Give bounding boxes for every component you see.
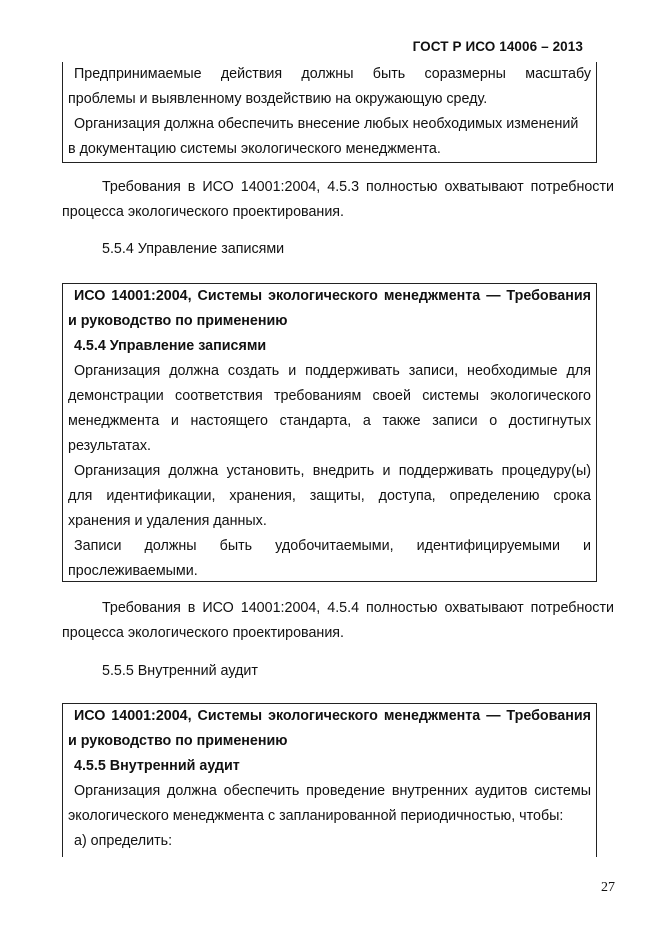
box-text-line: Организация должна обеспечить внесение любых необходимых изменений <box>74 116 579 132</box>
quote-box-4-5-5 <box>62 703 597 857</box>
section-heading-5-5-5: 5.5.5 Внутренний аудит <box>102 663 258 679</box>
clause-title: 4.5.4 Управление записями <box>74 338 267 354</box>
box-text-line: для идентификации, хранения, защиты, доступа, определению срока <box>68 488 591 504</box>
box-text-line: демонстрации соответствия требованиям своей системы экологического <box>68 388 591 404</box>
box-title: ИСО 14001:2004, Системы экологического менеджмента — Требования <box>74 288 591 304</box>
box-text-line: результатах. <box>68 438 151 454</box>
box-text-line: в документацию системы экологического менеджмента. <box>68 141 441 157</box>
box-title: и руководство по применению <box>68 313 288 329</box>
list-item: а) определить: <box>74 833 173 849</box>
page-number: 27 <box>601 880 615 895</box>
box-text-line: прослеживаемыми. <box>68 563 198 579</box>
quote-box-continued <box>62 62 597 163</box>
box-text-line: Организация должна установить, внедрить и поддерживать процедуру(ы) <box>74 463 591 479</box>
quote-box-4-5-4 <box>62 283 597 582</box>
paragraph-line: Требования в ИСО 14001:2004, 4.5.4 полностью охватывают потребности <box>102 600 614 616</box>
box-text-line: Организация должна обеспечить проведение внутренних аудитов системы <box>74 783 591 799</box>
box-text-line: проблемы и выявленному воздействию на окружающую среду. <box>68 91 488 107</box>
paragraph-line: процесса экологического проектирования. <box>62 625 345 641</box>
box-text-line: Предпринимаемые действия должны быть соразмерны масштабу <box>74 66 591 82</box>
paragraph-line: процесса экологического проектирования. <box>62 204 345 220</box>
box-text-line: менеджмента и настоящего стандарта, а также записи о достигнутых <box>68 413 591 429</box>
box-title: и руководство по применению <box>68 733 288 749</box>
clause-title: 4.5.5 Внутренний аудит <box>74 758 240 774</box>
paragraph-line: Требования в ИСО 14001:2004, 4.5.3 полностью охватывают потребности <box>102 179 614 195</box>
document-header: ГОСТ Р ИСО 14006 – 2013 <box>412 39 583 54</box>
box-text-line: Организация должна создать и поддерживать записи, необходимые для <box>74 363 591 379</box>
box-text-line: хранения и удаления данных. <box>68 513 267 529</box>
box-text-line: экологического менеджмента с запланированной периодичностью, чтобы: <box>68 808 564 824</box>
box-text-line: Записи должны быть удобочитаемыми, идентифицируемыми и <box>74 538 591 554</box>
body-paragraph <box>62 596 614 646</box>
body-paragraph <box>62 175 614 225</box>
box-title: ИСО 14001:2004, Системы экологического менеджмента — Требования <box>74 708 591 724</box>
section-heading-5-5-4: 5.5.4 Управление записями <box>102 241 285 257</box>
